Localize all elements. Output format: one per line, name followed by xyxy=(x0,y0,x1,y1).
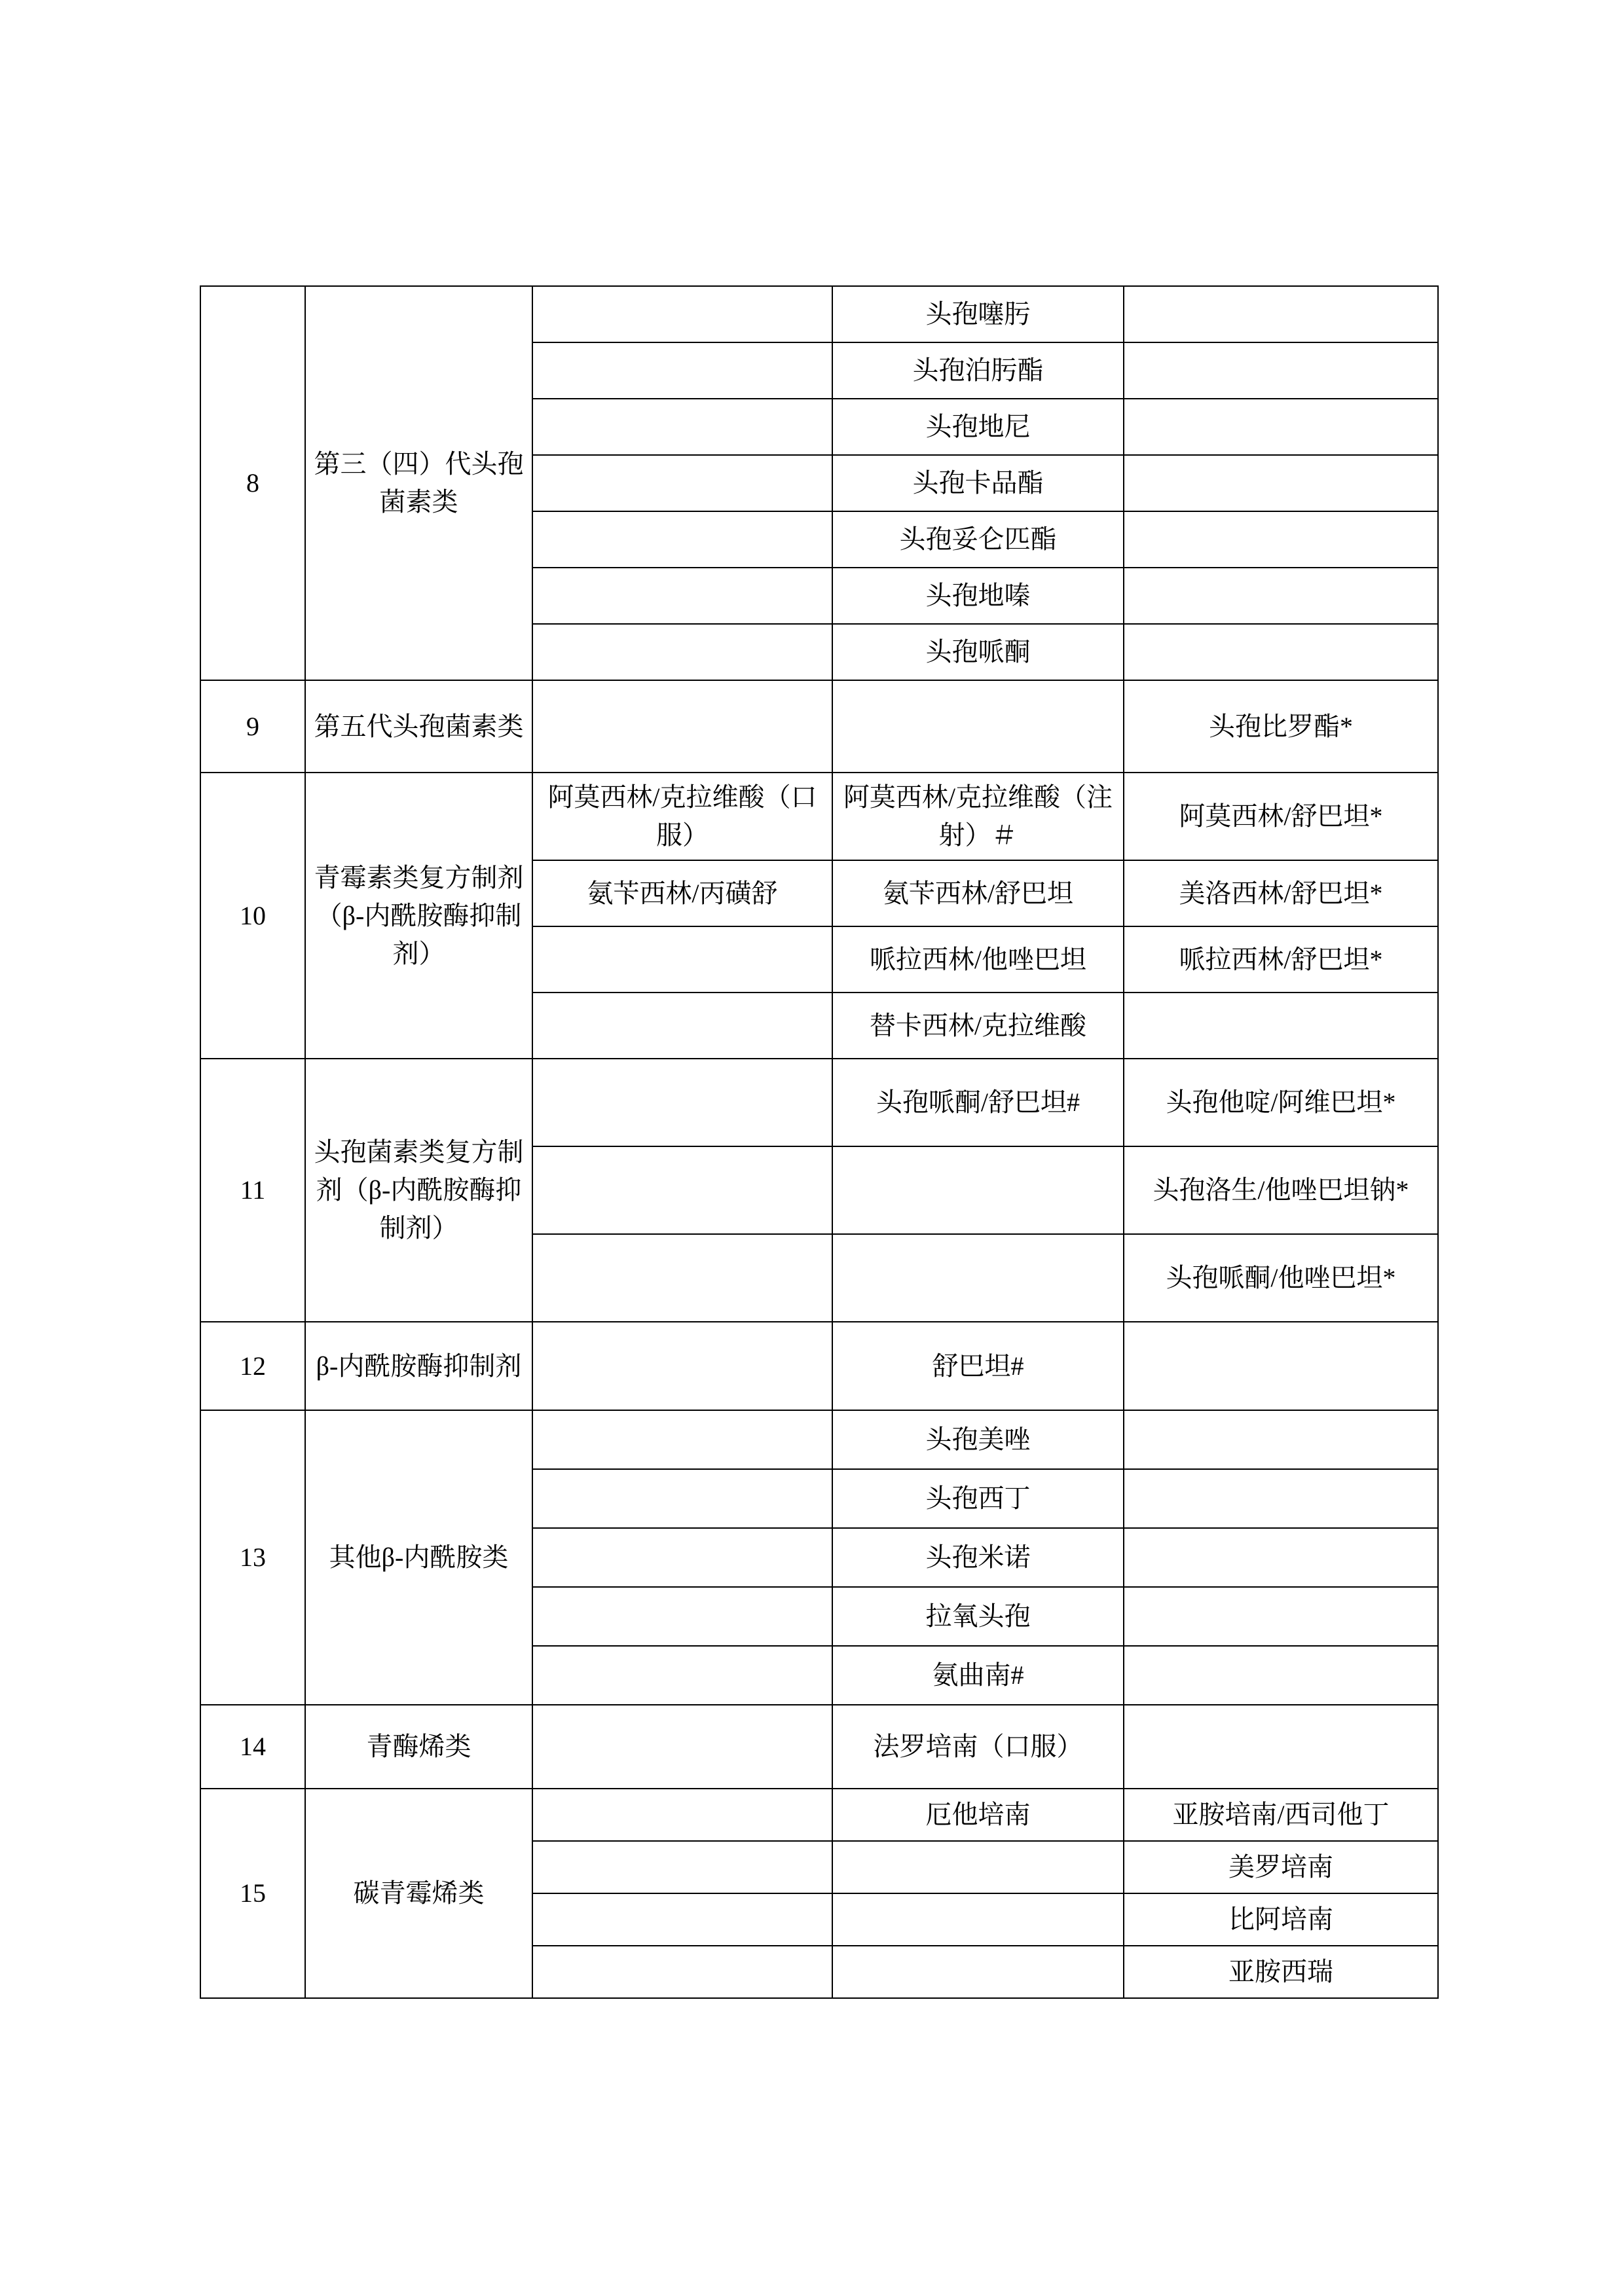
row-category: 青酶烯类 xyxy=(305,1705,532,1789)
cell-restricted: 头孢卡品酯 xyxy=(832,455,1124,511)
row-number: 13 xyxy=(200,1410,305,1705)
cell-special: 头孢比罗酯* xyxy=(1124,680,1438,773)
cell-unrestricted xyxy=(532,399,832,455)
row-number: 15 xyxy=(200,1789,305,1998)
cell-special: 亚胺西瑞 xyxy=(1124,1946,1438,1998)
table-body xyxy=(200,286,1438,1998)
cell-special xyxy=(1124,568,1438,624)
cell-restricted: 头孢泊肟酯 xyxy=(832,342,1124,399)
cell-special xyxy=(1124,1410,1438,1469)
cell-restricted xyxy=(832,1946,1124,1998)
cell-unrestricted: 氨苄西林/丙磺舒 xyxy=(532,860,832,926)
cell-restricted: 头孢地尼 xyxy=(832,399,1124,455)
table-row xyxy=(200,680,1438,773)
cell-special: 头孢哌酮/他唑巴坦* xyxy=(1124,1234,1438,1322)
cell-restricted: 阿莫西林/克拉维酸（注射）＃ xyxy=(832,773,1124,860)
cell-unrestricted xyxy=(532,1234,832,1322)
cell-unrestricted xyxy=(532,1841,832,1893)
cell-special xyxy=(1124,1587,1438,1646)
cell-special: 头孢他啶/阿维巴坦* xyxy=(1124,1059,1438,1146)
cell-special xyxy=(1124,624,1438,680)
cell-special xyxy=(1124,286,1438,342)
table-row xyxy=(200,286,1438,342)
cell-special: 比阿培南 xyxy=(1124,1893,1438,1946)
table-row xyxy=(200,1410,1438,1469)
cell-unrestricted xyxy=(532,455,832,511)
row-category: 头孢菌素类复方制剂（β-内酰胺酶抑制剂） xyxy=(305,1059,532,1322)
cell-special: 哌拉西林/舒巴坦* xyxy=(1124,926,1438,993)
cell-restricted xyxy=(832,1841,1124,1893)
table-row xyxy=(200,1705,1438,1789)
cell-unrestricted xyxy=(532,286,832,342)
cell-special xyxy=(1124,1322,1438,1410)
cell-unrestricted xyxy=(532,1705,832,1789)
cell-unrestricted xyxy=(532,511,832,568)
row-category: 第三（四）代头孢菌素类 xyxy=(305,286,532,680)
cell-special xyxy=(1124,1646,1438,1705)
cell-restricted: 替卡西林/克拉维酸 xyxy=(832,993,1124,1059)
row-number: 10 xyxy=(200,773,305,1059)
cell-special: 美罗培南 xyxy=(1124,1841,1438,1893)
cell-unrestricted xyxy=(532,1469,832,1528)
row-category: 青霉素类复方制剂（β-内酰胺酶抑制剂） xyxy=(305,773,532,1059)
cell-restricted xyxy=(832,1146,1124,1234)
cell-special xyxy=(1124,1705,1438,1789)
table-row xyxy=(200,773,1438,860)
cell-restricted: 氨曲南# xyxy=(832,1646,1124,1705)
cell-restricted: 头孢西丁 xyxy=(832,1469,1124,1528)
cell-unrestricted xyxy=(532,624,832,680)
row-number: 14 xyxy=(200,1705,305,1789)
cell-unrestricted xyxy=(532,1587,832,1646)
cell-unrestricted xyxy=(532,1059,832,1146)
cell-special xyxy=(1124,1469,1438,1528)
cell-unrestricted xyxy=(532,342,832,399)
cell-unrestricted xyxy=(532,1322,832,1410)
cell-restricted: 头孢米诺 xyxy=(832,1528,1124,1587)
cell-unrestricted xyxy=(532,1646,832,1705)
cell-restricted: 头孢妥仑匹酯 xyxy=(832,511,1124,568)
cell-restricted xyxy=(832,1234,1124,1322)
cell-restricted: 拉氧头孢 xyxy=(832,1587,1124,1646)
cell-restricted: 头孢哌酮 xyxy=(832,624,1124,680)
cell-special: 美洛西林/舒巴坦* xyxy=(1124,860,1438,926)
cell-unrestricted xyxy=(532,1528,832,1587)
cell-unrestricted xyxy=(532,1946,832,1998)
row-number: 11 xyxy=(200,1059,305,1322)
cell-restricted: 法罗培南（口服） xyxy=(832,1705,1124,1789)
cell-special: 头孢洛生/他唑巴坦钠* xyxy=(1124,1146,1438,1234)
cell-special xyxy=(1124,399,1438,455)
cell-unrestricted: 阿莫西林/克拉维酸（口服） xyxy=(532,773,832,860)
cell-unrestricted xyxy=(532,1146,832,1234)
cell-special xyxy=(1124,1528,1438,1587)
cell-restricted: 头孢地嗪 xyxy=(832,568,1124,624)
cell-restricted: 头孢美唑 xyxy=(832,1410,1124,1469)
row-category: 第五代头孢菌素类 xyxy=(305,680,532,773)
row-category: 碳青霉烯类 xyxy=(305,1789,532,1998)
cell-restricted xyxy=(832,1893,1124,1946)
row-number: 12 xyxy=(200,1322,305,1410)
table-row xyxy=(200,1789,1438,1841)
cell-restricted: 头孢噻肟 xyxy=(832,286,1124,342)
row-category: β-内酰胺酶抑制剂 xyxy=(305,1322,532,1410)
row-number: 8 xyxy=(200,286,305,680)
cell-special xyxy=(1124,342,1438,399)
cell-unrestricted xyxy=(532,568,832,624)
table-row xyxy=(200,1059,1438,1146)
cell-special: 阿莫西林/舒巴坦* xyxy=(1124,773,1438,860)
table-row xyxy=(200,1322,1438,1410)
cell-restricted xyxy=(832,680,1124,773)
cell-unrestricted xyxy=(532,926,832,993)
cell-unrestricted xyxy=(532,993,832,1059)
cell-unrestricted xyxy=(532,1410,832,1469)
row-number: 9 xyxy=(200,680,305,773)
antimicrobial-classification-table xyxy=(200,285,1439,1999)
cell-restricted: 舒巴坦# xyxy=(832,1322,1124,1410)
cell-special xyxy=(1124,455,1438,511)
cell-special: 亚胺培南/西司他丁 xyxy=(1124,1789,1438,1841)
cell-restricted: 氨苄西林/舒巴坦 xyxy=(832,860,1124,926)
cell-restricted: 哌拉西林/他唑巴坦 xyxy=(832,926,1124,993)
cell-restricted: 厄他培南 xyxy=(832,1789,1124,1841)
cell-unrestricted xyxy=(532,680,832,773)
cell-special xyxy=(1124,993,1438,1059)
cell-unrestricted xyxy=(532,1789,832,1841)
cell-special xyxy=(1124,511,1438,568)
cell-unrestricted xyxy=(532,1893,832,1946)
row-category: 其他β-内酰胺类 xyxy=(305,1410,532,1705)
cell-restricted: 头孢哌酮/舒巴坦# xyxy=(832,1059,1124,1146)
